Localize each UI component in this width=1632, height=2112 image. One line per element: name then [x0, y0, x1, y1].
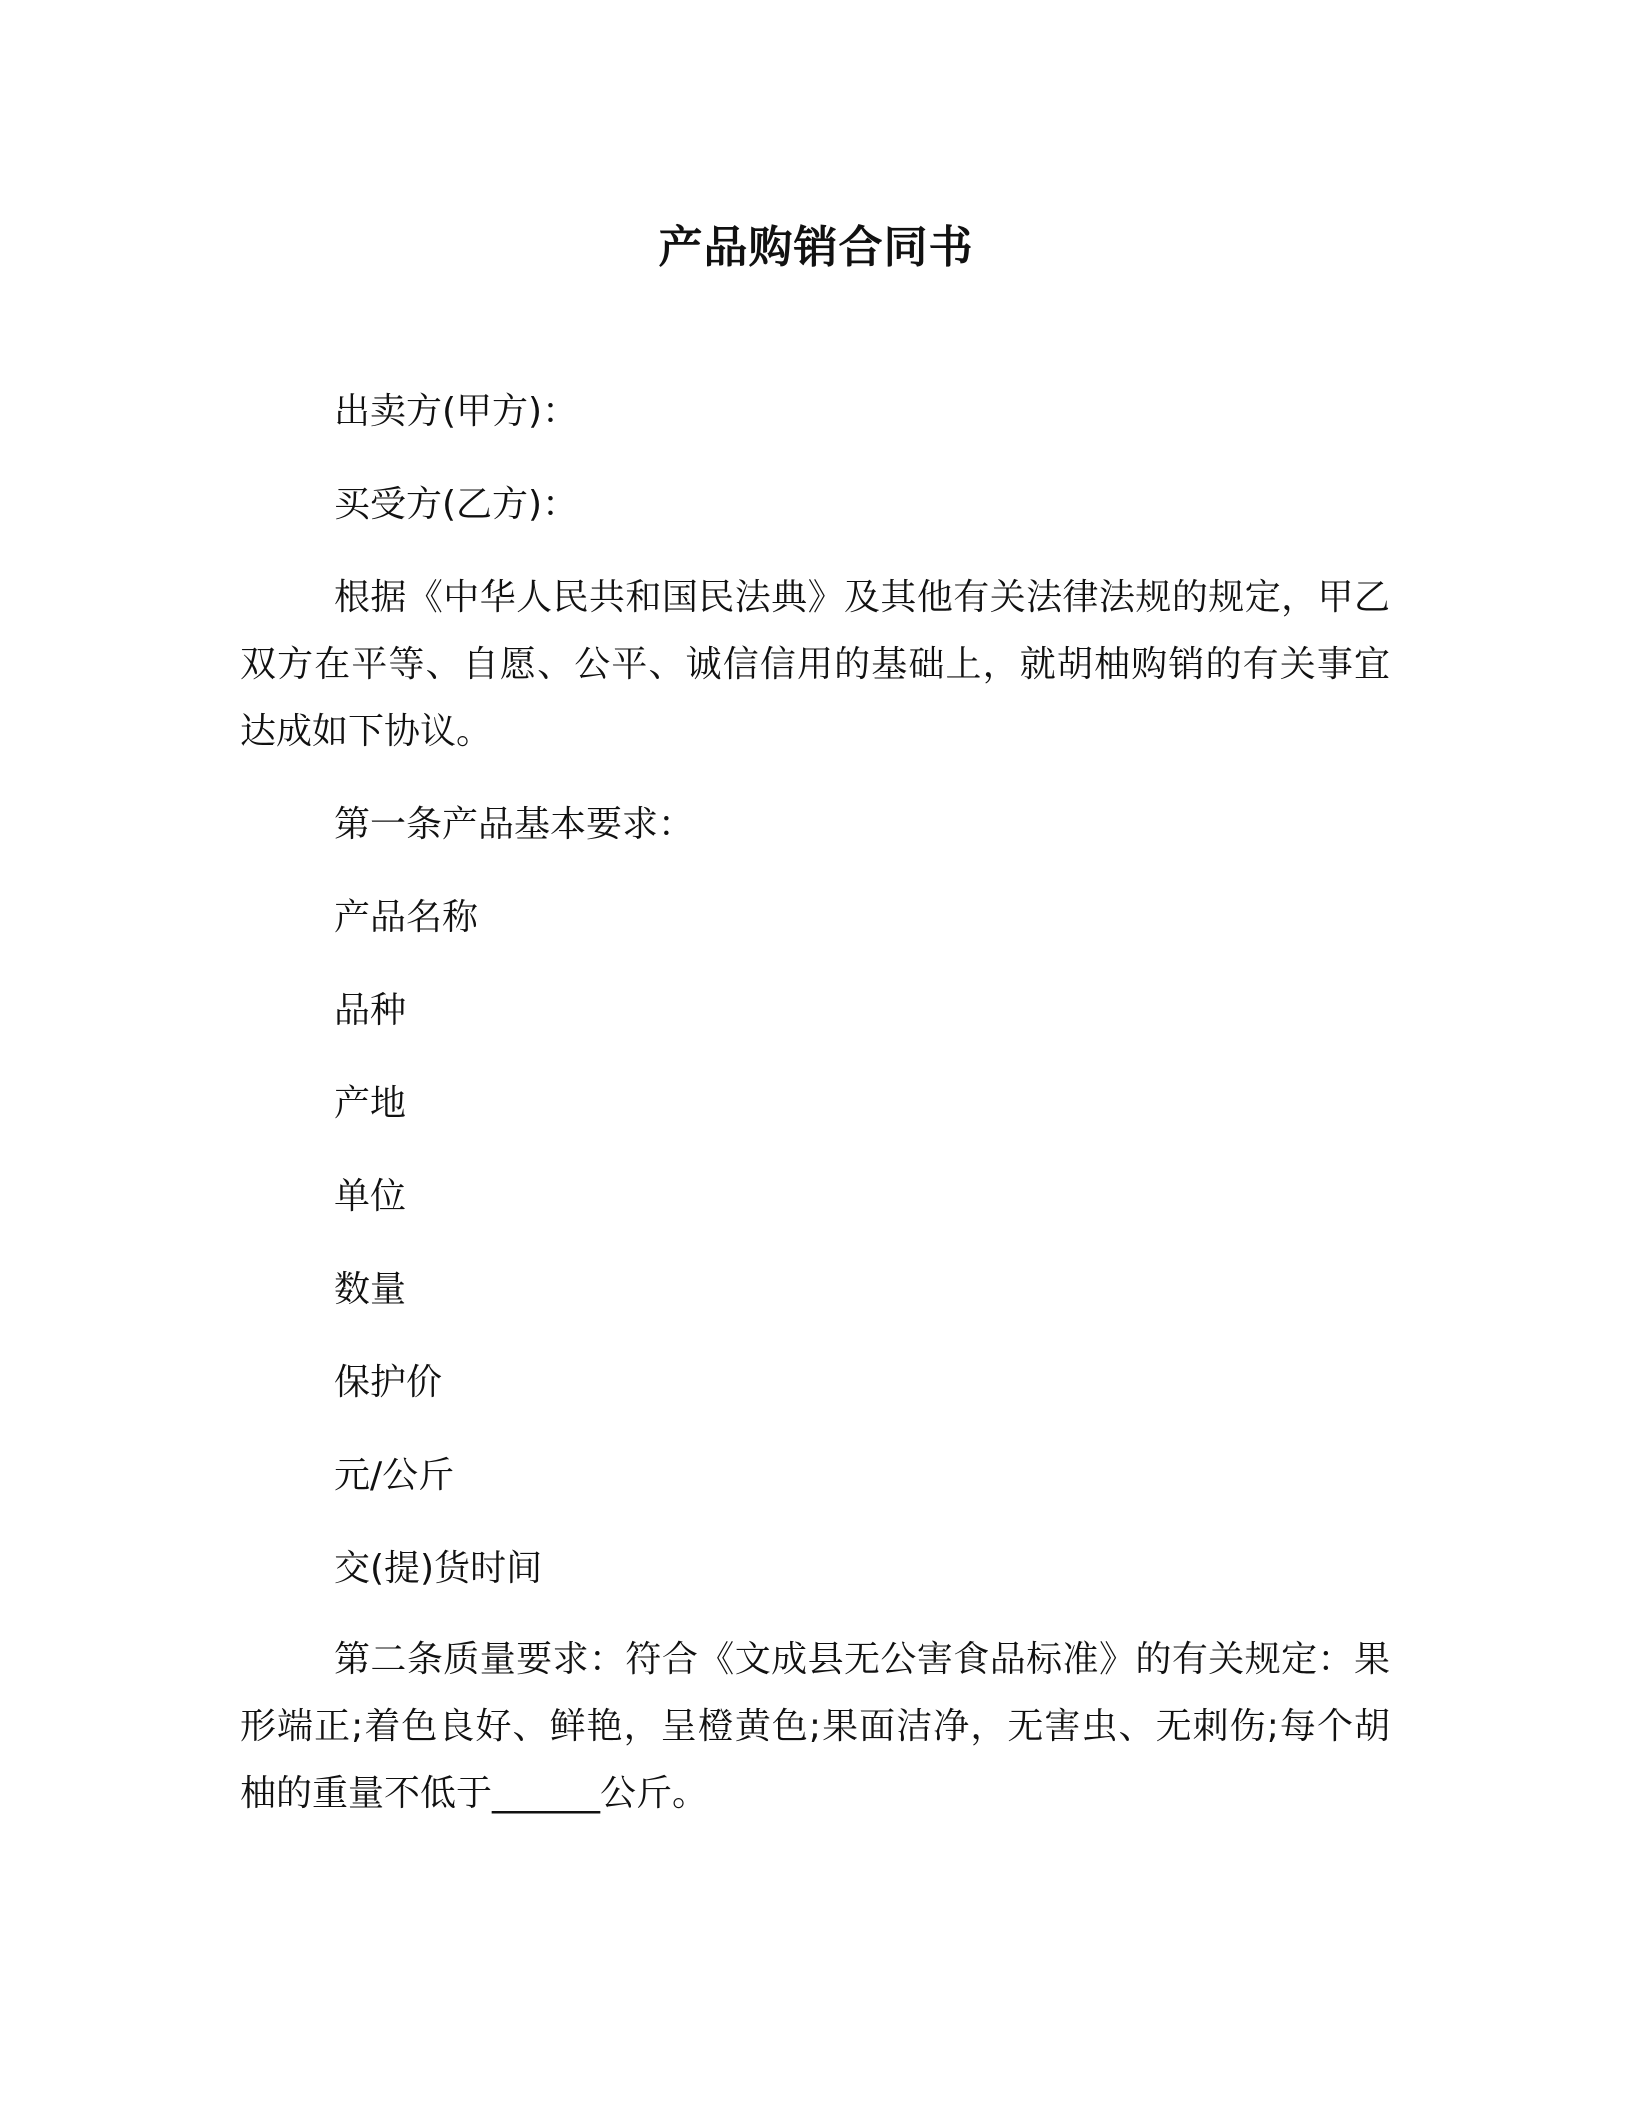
- field-product-name: 产品名称: [334, 897, 479, 938]
- field-origin: 产地: [334, 1083, 407, 1124]
- buyer-line: 买受方(乙方)：: [334, 484, 579, 525]
- field-quantity: 数量: [334, 1269, 407, 1310]
- field-protection-price: 保护价: [334, 1362, 443, 1403]
- intro-paragraph: 根据《中华人民共和国民法典》及其他有关法律法规的规定，甲乙双方在平等、自愿、公平、诚信信用的基础上，就胡柚购销的有关事宜达成如下协议。: [240, 577, 1390, 752]
- field-delivery-time: 交(提)货时间: [334, 1548, 543, 1589]
- field-price-unit: 元/公斤: [334, 1455, 455, 1496]
- article1-heading: 第一条产品基本要求：: [334, 804, 695, 845]
- article2-paragraph: 第二条质量要求：符合《文成县无公害食品标准》的有关规定：果形端正;着色良好、鲜艳，呈橙黄色;果面洁净，无害虫、无刺伤;每个胡柚的重量不低于______公斤。: [240, 1639, 1390, 1814]
- field-variety: 品种: [334, 990, 407, 1031]
- document-title: 产品购销合同书: [658, 222, 974, 273]
- seller-line: 出卖方(甲方)：: [334, 391, 579, 432]
- field-unit: 单位: [334, 1176, 407, 1217]
